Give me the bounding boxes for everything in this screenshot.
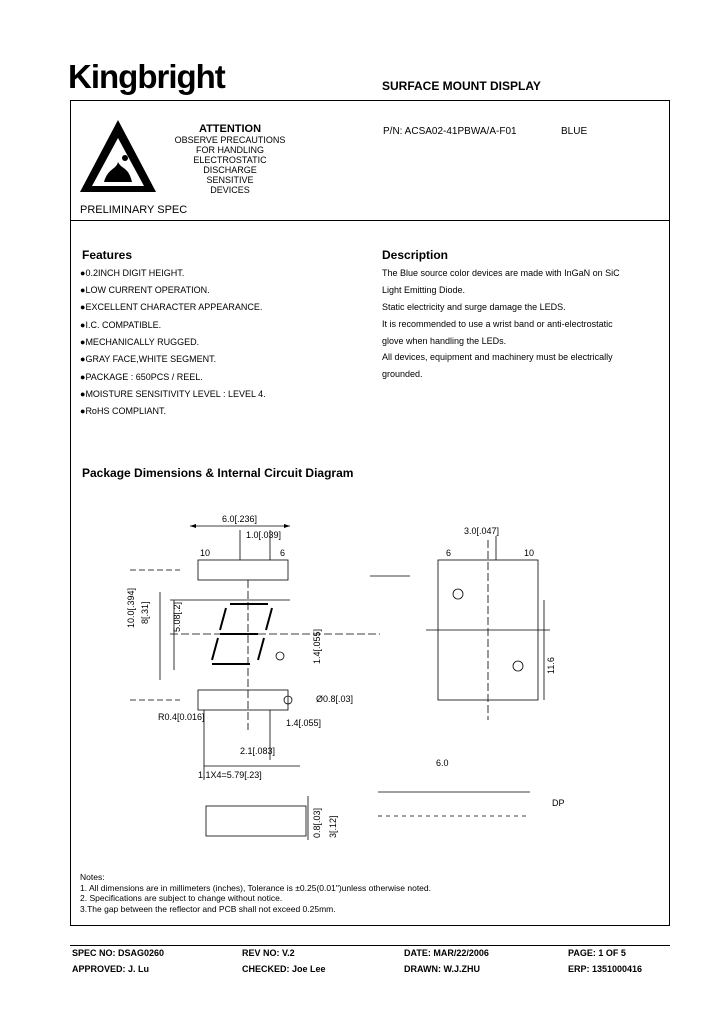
- attention-line: DEVICES: [210, 185, 250, 195]
- feature-item: ●EXCELLENT CHARACTER APPEARANCE.: [80, 302, 263, 312]
- description-line: Static electricity and surge damage the LEDS.: [382, 302, 566, 312]
- pin-label: 10: [200, 548, 211, 558]
- document-date: DATE: MAR/22/2006: [404, 948, 489, 958]
- header-divider: [70, 220, 670, 221]
- right-top-dimension: 3.0[.047]: [464, 526, 500, 536]
- pad-dimension: Ø0.8[.03]: [316, 694, 354, 704]
- emitting-color: BLUE: [561, 126, 588, 137]
- description-heading: Description: [382, 248, 449, 262]
- kingbright-logo: Kingbright: [68, 58, 225, 95]
- feature-item: ●RoHS COMPLIANT.: [80, 406, 166, 416]
- thickness2-dimension: 3[.12]: [328, 815, 338, 838]
- attention-line: SENSITIVE: [206, 175, 254, 185]
- pin-label: 10: [524, 548, 535, 558]
- segment2-dimension: 1.4[.055]: [286, 718, 322, 728]
- height-outer-dimension: 10.0[.394]: [126, 587, 136, 628]
- feature-item: ●MECHANICALLY RUGGED.: [80, 337, 200, 347]
- attention-line: FOR HANDLING: [195, 145, 264, 155]
- description-line: Light Emitting Diode.: [382, 285, 466, 295]
- attention-line: DISCHARGE: [203, 165, 257, 175]
- page-number: PAGE: 1 OF 5: [568, 948, 626, 958]
- feature-item: ●LOW CURRENT OPERATION.: [80, 285, 210, 295]
- package-heading: Package Dimensions & Internal Circuit Diagram: [82, 466, 354, 480]
- segment-dimension: 1.4[.055]: [312, 628, 322, 664]
- note-line: 2. Specifications are subject to change without notice.: [80, 893, 283, 903]
- notes-title: Notes:: [80, 872, 105, 882]
- package-dimension-drawing: [120, 500, 620, 850]
- height-inner-dimension: 8[.31]: [140, 601, 150, 624]
- description-line: grounded.: [382, 369, 423, 379]
- description-line: The Blue source color devices are made with InGaN on SiC: [382, 268, 620, 278]
- feature-item: ●GRAY FACE,WHITE SEGMENT.: [80, 354, 217, 364]
- note-line: 3.The gap between the reflector and PCB shall not exceed 0.25mm.: [80, 903, 336, 914]
- description-line: It is recommended to use a wrist band or anti-electrostatic: [382, 319, 613, 329]
- description-line: All devices, equipment and machinery must be electrically: [382, 352, 613, 362]
- description-line: glove when handling the LEDs.: [382, 336, 507, 346]
- preliminary-spec-label: PRELIMINARY SPEC: [80, 204, 188, 216]
- pin-label: 6: [280, 548, 286, 558]
- attention-line: ELECTROSTATIC: [193, 155, 267, 165]
- revision-number: REV NO: V.2: [242, 948, 295, 958]
- drawn-by: DRAWN: W.J.ZHU: [404, 964, 480, 974]
- bottom-width-dimension: 6.0: [436, 758, 449, 768]
- thickness1-dimension: 0.8[.03]: [312, 807, 322, 838]
- pitch-dimension: 1.0[.039]: [246, 530, 282, 540]
- digit-height-dimension: 5.08[.2]: [172, 601, 182, 632]
- erp-number: ERP: 1351000416: [568, 964, 643, 974]
- spec-number: SPEC NO: DSAG0260: [72, 948, 165, 958]
- feature-item: ●I.C. COMPATIBLE.: [80, 320, 162, 330]
- offset-dimension: 2.1[.083]: [240, 746, 276, 756]
- part-number: P/N: ACSA02-41PBWA/A-F01: [383, 126, 517, 137]
- pin-span-dimension: 1.1X4=5.79[.23]: [198, 770, 262, 780]
- radius-dimension: R0.4[0.016]: [158, 712, 205, 722]
- note-line: 1. All dimensions are in millimeters (inches), Tolerance is ±0.25(0.01")unless otherwise noted.: [80, 882, 431, 893]
- checked-by: CHECKED: Joe Lee: [242, 964, 326, 974]
- feature-item: ●MOISTURE SENSITIVITY LEVEL : LEVEL 4.: [80, 389, 266, 399]
- feature-item: ●0.2INCH DIGIT HEIGHT.: [80, 268, 185, 278]
- features-heading: Features: [82, 248, 133, 262]
- width-dimension: 6.0[.236]: [222, 514, 258, 524]
- footer-divider: [70, 945, 670, 946]
- notes-block: [80, 872, 431, 914]
- pin-label: 6: [446, 548, 452, 558]
- attention-line: OBSERVE PRECAUTIONS: [174, 135, 286, 145]
- esd-warning-icon: [78, 118, 158, 196]
- circuit-label: DP: [552, 798, 565, 808]
- right-height-dimension: 11.6: [546, 657, 556, 674]
- attention-title: ATTENTION: [198, 123, 262, 135]
- approved-by: APPROVED: J. Lu: [72, 964, 150, 974]
- feature-item: ●PACKAGE : 650PCS / REEL.: [80, 372, 203, 382]
- document-type: SURFACE MOUNT DISPLAY: [382, 79, 541, 93]
